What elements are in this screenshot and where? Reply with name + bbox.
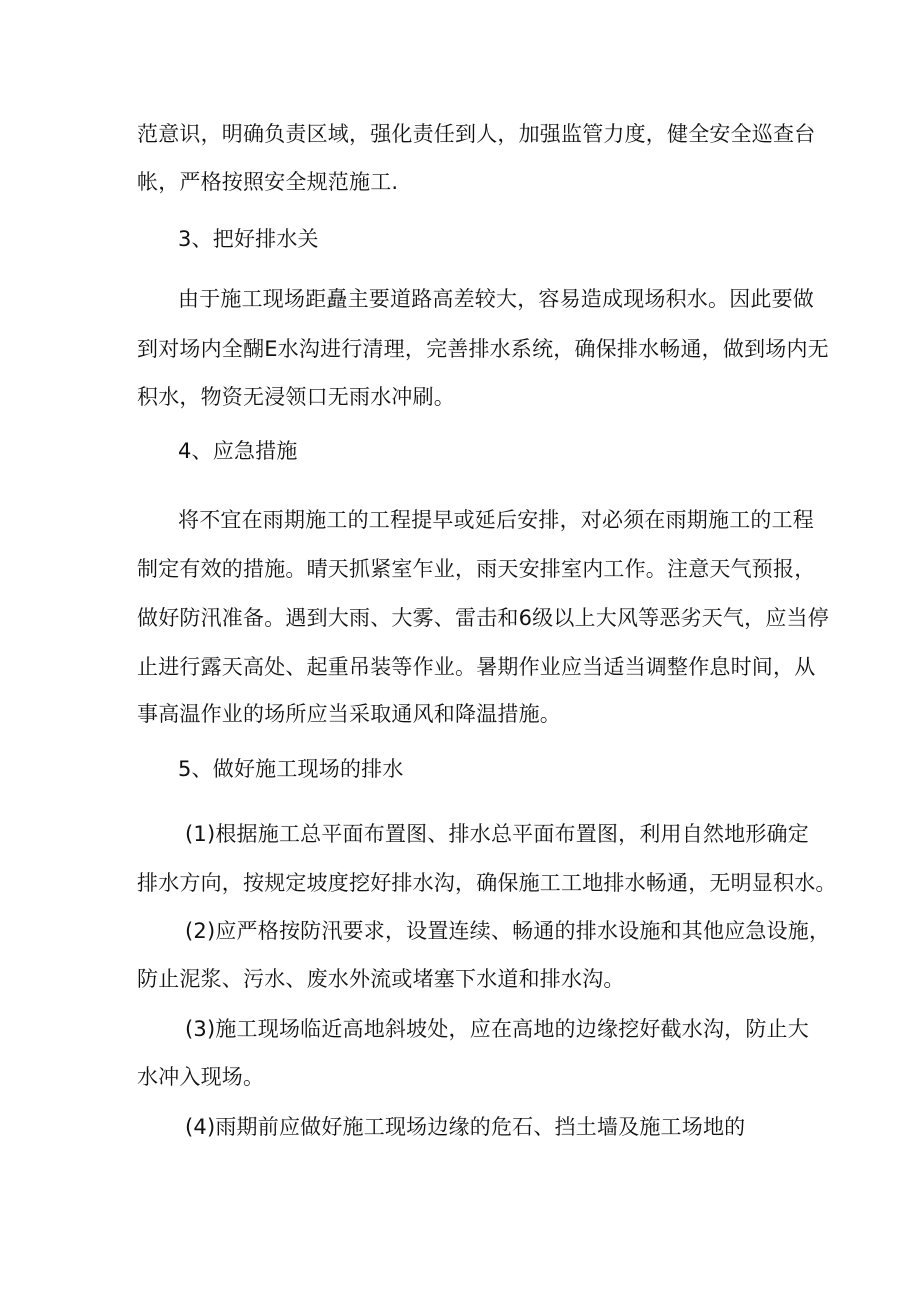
section-5-item-2-line-1: (2)应严格按防汛要求，设置连续、畅通的排水设施和其他应急设施， [185, 919, 831, 943]
section-4-paragraph-line-1: 将不宜在雨期施工的工程提早或延后安排，对必须在雨期施工的工程 [178, 508, 814, 532]
section-4-paragraph-line-2: 制定有效的措施。晴天抓紧室乍业，雨天安排室内工作。注意天气预报， [137, 557, 816, 581]
intro-line-2: 帐，严格按照安全规范施工. [137, 170, 399, 194]
section-5-item-4-line-1: (4)雨期前应做好施工现场边缘的危石、挡土墙及施工场地的 [185, 1115, 746, 1139]
section-3-paragraph-line-1: 由于施工现场距矗主要道路高差较大，容易造成现场积水。因此要做 [178, 287, 814, 311]
section-5-item-1-line-2: 排水方向，按规定坡度挖好排水沟，确保施工工地排水畅通，无明显积水。 [137, 871, 837, 895]
section-5-heading: 5、做好施工现场的排水 [178, 757, 404, 781]
section-4-paragraph-line-3: 做好防汛准备。遇到大雨、大雾、雷击和6级以上大风等恶劣天气，应当停 [137, 606, 829, 630]
section-5-item-1-line-1: (1)根据施工总平面布置图、排水总平面布置图，利用自然地形确定 [185, 822, 809, 846]
section-4-heading: 4、应急措施 [178, 439, 298, 463]
section-3-paragraph-line-3: 积水，物资无浸领口无雨水冲刷。 [137, 385, 455, 409]
intro-line-1: 范意识，明确负责区域，强化责任到人，加强监管力度，健全安全巡查台 [137, 122, 816, 146]
section-5-item-3-line-2: 水冲入现场。 [137, 1065, 265, 1089]
section-3-heading: 3、把好排水关 [178, 227, 319, 251]
section-4-paragraph-line-4: 止进行露天高处、起重吊装等作业。暑期作业应当适当调整作息时间，从 [137, 655, 816, 679]
section-5-item-2-line-2: 防止泥浆、污水、废水外流或堵塞下水道和排水沟。 [137, 967, 625, 991]
section-4-paragraph-line-5: 事高温作业的场所应当采取通风和降温措施。 [137, 702, 561, 726]
section-3-paragraph-line-2: 到对场内全醐E水沟进行清理，完善排水系统，确保排水畅通，做到场内无 [137, 337, 829, 361]
section-5-item-3-line-1: (3)施工现场临近高地斜坡处，应在高地的边缘挖好截水沟，防止大 [185, 1017, 809, 1041]
